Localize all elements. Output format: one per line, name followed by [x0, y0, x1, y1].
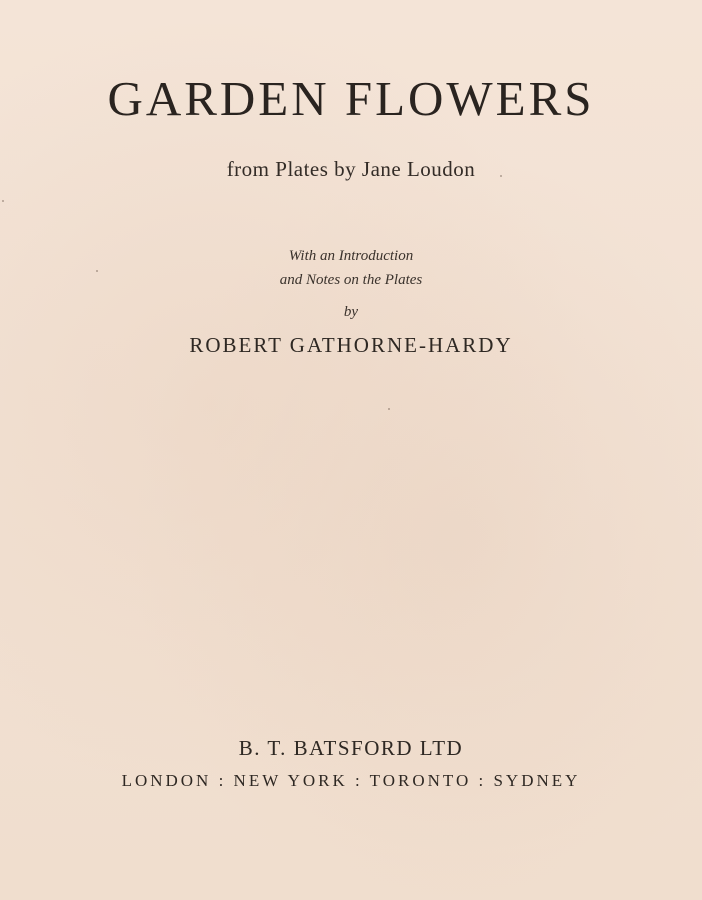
- book-title: GARDEN FLOWERS: [107, 71, 595, 126]
- paper-speck: [500, 175, 502, 177]
- author-name: ROBERT GATHORNE-HARDY: [189, 333, 513, 357]
- paper-speck: [2, 200, 4, 202]
- publisher-cities: LONDON : NEW YORK : TORONTO : SYDNEY: [121, 771, 581, 790]
- intro-note-line-1: With an Introduction: [288, 248, 414, 264]
- by-line: by: [343, 304, 359, 320]
- paper-speck: [388, 408, 390, 410]
- intro-note-line-2: and Notes on the Plates: [279, 272, 423, 288]
- publisher-name: B. T. BATSFORD LTD: [238, 736, 464, 760]
- book-subtitle: from Plates by Jane Loudon: [226, 157, 476, 181]
- paper-speck: [96, 270, 98, 272]
